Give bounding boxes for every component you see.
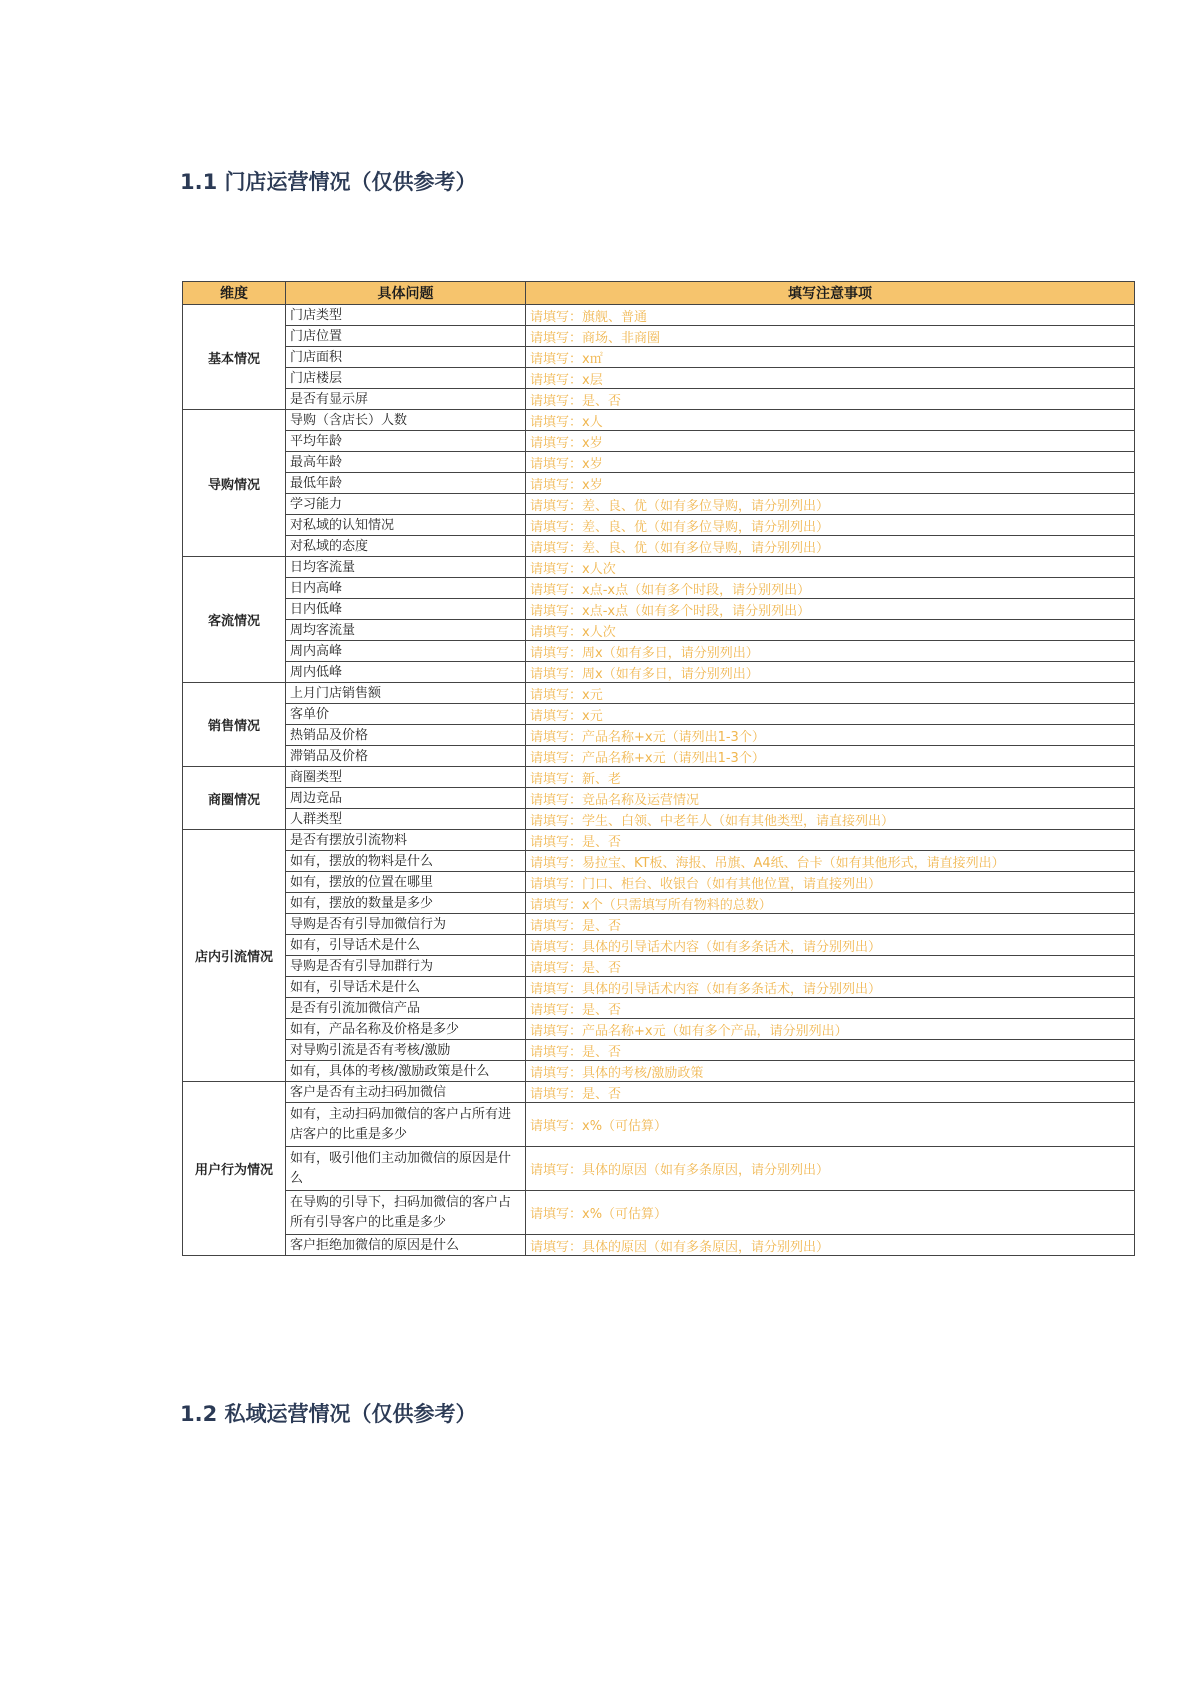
note-cell: 请填写：产品名称+x元（请列出1-3个） (526, 746, 1135, 767)
note-cell: 请填写：周x（如有多日，请分别列出） (526, 662, 1135, 683)
note-cell: 请填写：产品名称+x元（如有多个产品，请分别列出） (526, 1019, 1135, 1040)
note-cell: 请填写：x%（可估算） (526, 1191, 1135, 1235)
question-cell: 如有，摆放的数量是多少 (286, 893, 526, 914)
question-cell: 热销品及价格 (286, 725, 526, 746)
note-cell: 请填写：是、否 (526, 1082, 1135, 1103)
column-header-question: 具体问题 (286, 282, 526, 305)
question-cell: 是否有显示屏 (286, 389, 526, 410)
table-row (183, 452, 1135, 473)
question-cell: 如有，主动扫码加微信的客户占所有进店客户的比重是多少 (286, 1103, 526, 1147)
note-cell: 请填写：x岁 (526, 452, 1135, 473)
table-row (183, 1147, 1135, 1191)
note-cell: 请填写：新、老 (526, 767, 1135, 788)
table-row (183, 368, 1135, 389)
note-cell: 请填写：差、良、优（如有多位导购，请分别列出） (526, 494, 1135, 515)
note-cell: 请填写：竞品名称及运营情况 (526, 788, 1135, 809)
dimension-cell: 销售情况 (183, 683, 286, 767)
dimension-cell: 导购情况 (183, 410, 286, 557)
table-row (183, 1040, 1135, 1061)
note-cell: 请填写：是、否 (526, 914, 1135, 935)
column-header-notes: 填写注意事项 (526, 282, 1135, 305)
question-cell: 日内低峰 (286, 599, 526, 620)
question-cell: 导购是否有引导加群行为 (286, 956, 526, 977)
question-cell: 对私域的认知情况 (286, 515, 526, 536)
dimension-cell: 基本情况 (183, 305, 286, 410)
question-cell: 是否有引流加微信产品 (286, 998, 526, 1019)
note-cell: 请填写：具体的引导话术内容（如有多条话术，请分别列出） (526, 935, 1135, 956)
table-row (183, 767, 1135, 788)
dimension-cell: 店内引流情况 (183, 830, 286, 1082)
table-row (183, 1019, 1135, 1040)
question-cell: 日内高峰 (286, 578, 526, 599)
note-cell: 请填写：具体的原因（如有多条原因，请分别列出） (526, 1147, 1135, 1191)
section-heading-store-operations: 1.1 门店运营情况（仅供参考） (180, 170, 477, 194)
question-cell: 如有，引导话术是什么 (286, 935, 526, 956)
note-cell: 请填写：x个（只需填写所有物料的总数） (526, 893, 1135, 914)
question-cell: 最低年龄 (286, 473, 526, 494)
store-survey-table (182, 281, 1135, 1256)
question-cell: 滞销品及价格 (286, 746, 526, 767)
question-cell: 如有，具体的考核/激励政策是什么 (286, 1061, 526, 1082)
table-row (183, 557, 1135, 578)
table-row (183, 620, 1135, 641)
question-cell: 如有，摆放的位置在哪里 (286, 872, 526, 893)
table-row (183, 788, 1135, 809)
table-row (183, 872, 1135, 893)
table-row (183, 914, 1135, 935)
note-cell: 请填写：x%（可估算） (526, 1103, 1135, 1147)
table-row (183, 305, 1135, 326)
note-cell: 请填写：x人次 (526, 557, 1135, 578)
note-cell: 请填写：x层 (526, 368, 1135, 389)
question-cell: 门店面积 (286, 347, 526, 368)
note-cell: 请填写：是、否 (526, 1040, 1135, 1061)
note-cell: 请填写：x人次 (526, 620, 1135, 641)
table-row (183, 389, 1135, 410)
note-cell: 请填写：周x（如有多日，请分别列出） (526, 641, 1135, 662)
table-row (183, 893, 1135, 914)
note-cell: 请填写：x元 (526, 704, 1135, 725)
table-row (183, 977, 1135, 998)
question-cell: 商圈类型 (286, 767, 526, 788)
table-row (183, 956, 1135, 977)
note-cell: 请填写：商场、非商圈 (526, 326, 1135, 347)
table-row (183, 1191, 1135, 1235)
note-cell: 请填写：产品名称+x元（请列出1-3个） (526, 725, 1135, 746)
note-cell: 请填写：x岁 (526, 431, 1135, 452)
table-row (183, 725, 1135, 746)
question-cell: 最高年龄 (286, 452, 526, 473)
note-cell: 请填写：易拉宝、KT板、海报、吊旗、A4纸、台卡（如有其他形式，请直接列出） (526, 851, 1135, 872)
note-cell: 请填写：门口、柜台、收银台（如有其他位置，请直接列出） (526, 872, 1135, 893)
table-row (183, 1235, 1135, 1256)
column-header-dimension: 维度 (183, 282, 286, 305)
table-row (183, 536, 1135, 557)
question-cell: 门店位置 (286, 326, 526, 347)
table-row (183, 662, 1135, 683)
table-header-row (183, 282, 1135, 305)
note-cell: 请填写：是、否 (526, 998, 1135, 1019)
question-cell: 平均年龄 (286, 431, 526, 452)
question-cell: 日均客流量 (286, 557, 526, 578)
question-cell: 人群类型 (286, 809, 526, 830)
question-cell: 如有，产品名称及价格是多少 (286, 1019, 526, 1040)
note-cell: 请填写：x岁 (526, 473, 1135, 494)
question-cell: 导购是否有引导加微信行为 (286, 914, 526, 935)
note-cell: 请填写：学生、白领、中老年人（如有其他类型，请直接列出） (526, 809, 1135, 830)
question-cell: 上月门店销售额 (286, 683, 526, 704)
table-row (183, 746, 1135, 767)
question-cell: 是否有摆放引流物料 (286, 830, 526, 851)
note-cell: 请填写：x元 (526, 683, 1135, 704)
question-cell: 对导购引流是否有考核/激励 (286, 1040, 526, 1061)
question-cell: 如有，引导话术是什么 (286, 977, 526, 998)
table-row (183, 935, 1135, 956)
question-cell: 客户是否有主动扫码加微信 (286, 1082, 526, 1103)
note-cell: 请填写：具体的原因（如有多条原因，请分别列出） (526, 1235, 1135, 1256)
note-cell: 请填写：差、良、优（如有多位导购，请分别列出） (526, 536, 1135, 557)
table-row (183, 326, 1135, 347)
table-row (183, 410, 1135, 431)
table-row (183, 704, 1135, 725)
question-cell: 在导购的引导下，扫码加微信的客户占所有引导客户的比重是多少 (286, 1191, 526, 1235)
question-cell: 导购（含店长）人数 (286, 410, 526, 431)
question-cell: 学习能力 (286, 494, 526, 515)
note-cell: 请填写：x㎡ (526, 347, 1135, 368)
table-row (183, 347, 1135, 368)
question-cell: 门店类型 (286, 305, 526, 326)
section-heading-private-domain: 1.2 私域运营情况（仅供参考） (180, 1402, 477, 1426)
dimension-cell: 商圈情况 (183, 767, 286, 830)
table-row (183, 431, 1135, 452)
table-row (183, 515, 1135, 536)
question-cell: 周均客流量 (286, 620, 526, 641)
question-cell: 周内低峰 (286, 662, 526, 683)
table-row (183, 1103, 1135, 1147)
table-row (183, 683, 1135, 704)
question-cell: 周边竞品 (286, 788, 526, 809)
table-row (183, 1082, 1135, 1103)
table-row (183, 494, 1135, 515)
note-cell: 请填写：差、良、优（如有多位导购，请分别列出） (526, 515, 1135, 536)
question-cell: 如有，摆放的物料是什么 (286, 851, 526, 872)
table-row (183, 1061, 1135, 1082)
table-row (183, 473, 1135, 494)
table-row (183, 599, 1135, 620)
table-row (183, 641, 1135, 662)
table-row (183, 851, 1135, 872)
note-cell: 请填写：是、否 (526, 830, 1135, 851)
table-row (183, 578, 1135, 599)
note-cell: 请填写：旗舰、普通 (526, 305, 1135, 326)
note-cell: 请填写：x人 (526, 410, 1135, 431)
question-cell: 周内高峰 (286, 641, 526, 662)
table-row (183, 998, 1135, 1019)
note-cell: 请填写：是、否 (526, 389, 1135, 410)
table-row (183, 809, 1135, 830)
question-cell: 对私域的态度 (286, 536, 526, 557)
question-cell: 如有，吸引他们主动加微信的原因是什么 (286, 1147, 526, 1191)
note-cell: 请填写：具体的引导话术内容（如有多条话术，请分别列出） (526, 977, 1135, 998)
question-cell: 客户拒绝加微信的原因是什么 (286, 1235, 526, 1256)
note-cell: 请填写：是、否 (526, 956, 1135, 977)
question-cell: 门店楼层 (286, 368, 526, 389)
question-cell: 客单价 (286, 704, 526, 725)
table-row (183, 830, 1135, 851)
note-cell: 请填写：x点-x点（如有多个时段，请分别列出） (526, 599, 1135, 620)
dimension-cell: 客流情况 (183, 557, 286, 683)
dimension-cell: 用户行为情况 (183, 1082, 286, 1256)
note-cell: 请填写：x点-x点（如有多个时段，请分别列出） (526, 578, 1135, 599)
note-cell: 请填写：具体的考核/激励政策 (526, 1061, 1135, 1082)
